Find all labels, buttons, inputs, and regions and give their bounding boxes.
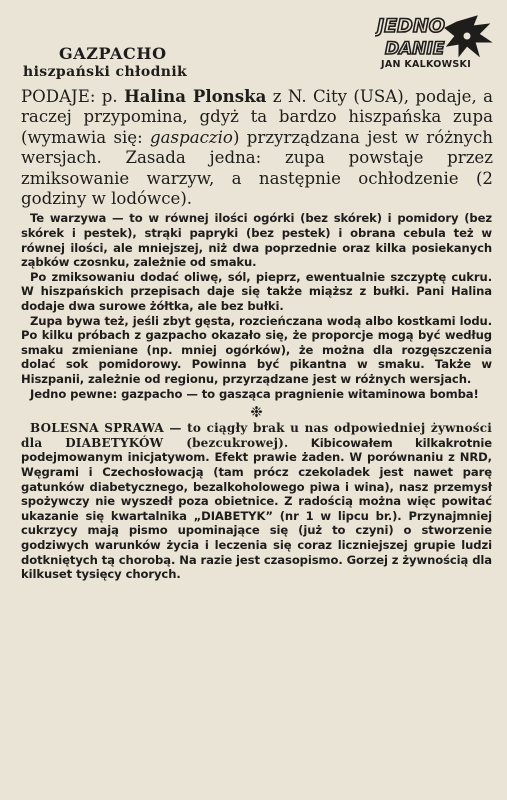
paragraph-seasoning: Po zmiksowaniu dodać oliwę, sól, pieprz, ewentualnie szczyptę cukru. W hiszpańskich przepisach daje się także miąższ z bułki. Pani Halina dodaje dwa surowe żółtka, ale bez bułki. xyxy=(21,269,492,313)
article-lead xyxy=(21,86,495,209)
paragraph-conclusion: Jedno pewne: gazpacho — to gasząca pragnienie witaminowa bomba! xyxy=(30,386,479,401)
lead-name: Halina Plonska xyxy=(124,86,267,106)
paragraph-variations: Zupa bywa też, jeśli zbyt gęsta, rozcieńczana wodą albo kostkami lodu. Po kilku próbach z gazpacho okazało się, że proporcje mogą być według smaku zmieniane (np. mniej ogórków), że można dla rozgęszczenia dolać sok pomidorowy. Powinna być pikantna w smaku. Także w Hiszpanii, zależnie od regionu, przyrządzane jest w różnych wersjach. xyxy=(21,313,492,386)
article-title: GAZPACHO xyxy=(59,44,167,63)
lead-term: gaspaczio xyxy=(150,127,233,147)
lead-mid: z N. City (USA), podaje, a raczej przypomina, gdyż ta bardzo hiszpańska zupa (wymawia się: xyxy=(21,87,493,147)
jedno-danie-logo-graphic xyxy=(375,12,493,60)
article-body xyxy=(21,211,495,581)
column-logo xyxy=(375,12,493,72)
logo-line1: JEDNO xyxy=(377,15,445,37)
logo-line2: DANIE xyxy=(385,39,445,59)
diabetics-lead: BOLESNA SPRAWA — to ciągły brak u nas odpowiedniej żywności dla DIABETYKÓW (bezcukrowej). xyxy=(21,421,492,450)
paragraph-diabetics xyxy=(21,421,492,582)
article-subtitle: hiszpański chłodnik xyxy=(23,64,188,80)
lead-prefix: PODAJE: p. xyxy=(21,87,125,106)
column-author: JAN KALKOWSKI xyxy=(381,59,472,70)
section-separator-icon: ❉ xyxy=(250,403,263,422)
pepper-illustration-icon xyxy=(445,16,491,56)
diabetics-text: Kibicowałem kilkakrotnie podejmowanym inicjatywom. Efekt prawie żaden. W porównaniu z NRD, Węgrami i Czechosłowacją (tam prócz czekoladek jest nawet parę gatunków diabetycznego, bezalkoholowego piwa i wina), nasz przemysł spożywczy nie wyszedł poza obietnice. Z radością można więc powitać ukazanie się kwartalnika „DIABETYK” (nr 1 w lipcu br.). Przynajmniej cukrzycy mają pismo upominające się (już to czyni) o stworzenie godziwych warunków życia i leczenia się coraz liczniejszej grupie ludzi dotkniętych tą chorobą. Na razie jest czasopismo. Gorzej z żywnością dla kilkuset tysięcy chorych. xyxy=(21,435,492,582)
lead-suffix: ) przyrządzana jest w różnych wersjach. Zasada jedna: zupa powstaje przez zmiksowanie warzyw, a następnie ochłodzenie (2 godziny w lodówce). xyxy=(21,127,493,209)
paragraph-ingredients: Te warzywa — to w równej ilości ogórki (bez skórek) i pomidory (bez skórek i pestek), strąki papryki (bez pestek) i obrana cebula też w równej ilości, ale mniejszej, niż dwa poprzednie oraz kilka posiekanych ząbków czosnku, zależnie od smaku. xyxy=(21,211,492,270)
